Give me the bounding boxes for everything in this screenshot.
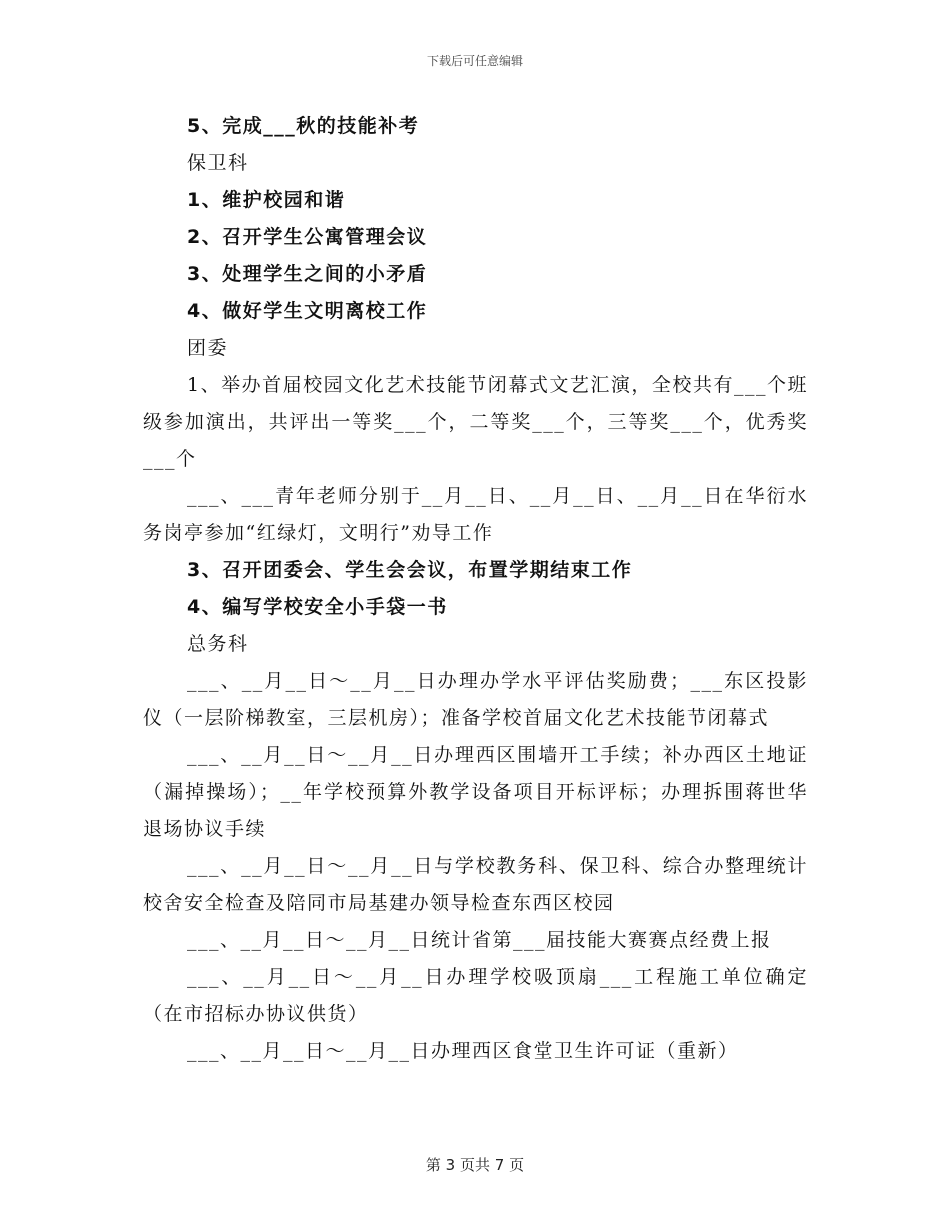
- document-body: [143, 108, 808, 1070]
- paragraph-ceiling-fans: ___、__月__日～__月__日办理学校吸顶扇___工程施工单位确定（在市招标办协议供货）: [143, 966, 808, 1025]
- paragraph-contest-funding: ___、__月__日～__月__日统计省第___届技能大赛赛点经费上报: [187, 929, 772, 951]
- paragraph-safety-inspection: ___、__月__日～__月__日与学校教务科、保卫科、综合办整理统计校舍安全检查及陪同市局基建办领导检查东西区校园: [143, 855, 808, 914]
- page-header: 下载后可任意编辑: [426, 54, 523, 68]
- item-safety-handbook: 4、编写学校安全小手袋一书: [187, 596, 448, 618]
- page-number: 第 3 页共 7 页: [425, 1156, 525, 1174]
- item-campus-harmony: 1、维护校园和谐: [187, 189, 346, 211]
- paragraph-west-wall: ___、__月__日～__月__日办理西区围墙开工手续；补办西区土地证（漏掉操场）；__年学校预算外教学设备项目开标评标；办理拆围蒋世华退场协议手续: [143, 744, 808, 840]
- item-league-meeting: 3、召开团委会、学生会会议，布置学期结束工作: [187, 559, 633, 581]
- paragraph-evaluation-award: ___、__月__日～__月__日办理办学水平评估奖励费；___东区投影仪（一层阶梯教室，三层机房）；准备学校首届文化艺术技能节闭幕式: [143, 670, 808, 729]
- paragraph-art-festival: 1、举办首届校园文化艺术技能节闭幕式文艺汇演，全校共有___个班级参加演出，共评出一等奖___个，二等奖___个，三等奖___个，优秀奖___个: [143, 374, 808, 470]
- section-heading-youth-league: 团委: [187, 337, 229, 359]
- paragraph-canteen-permit: ___、__月__日～__月__日办理西区食堂卫生许可证（重新）: [187, 1040, 739, 1062]
- item-makeup-exam: 5、完成___秋的技能补考: [187, 115, 420, 137]
- item-dorm-meeting: 2、召开学生公寓管理会议: [187, 226, 428, 248]
- section-heading-security: 保卫科: [187, 152, 249, 174]
- item-civilized-leaving: 4、做好学生文明离校工作: [187, 300, 428, 322]
- section-heading-general-affairs: 总务科: [187, 633, 249, 655]
- paragraph-traffic-volunteer: ___、___青年老师分别于__月__日、__月__日、__月__日在华衍水务岗亭参加“红绿灯，文明行”劝导工作: [143, 485, 808, 544]
- item-student-conflicts: 3、处理学生之间的小矛盾: [187, 263, 428, 285]
